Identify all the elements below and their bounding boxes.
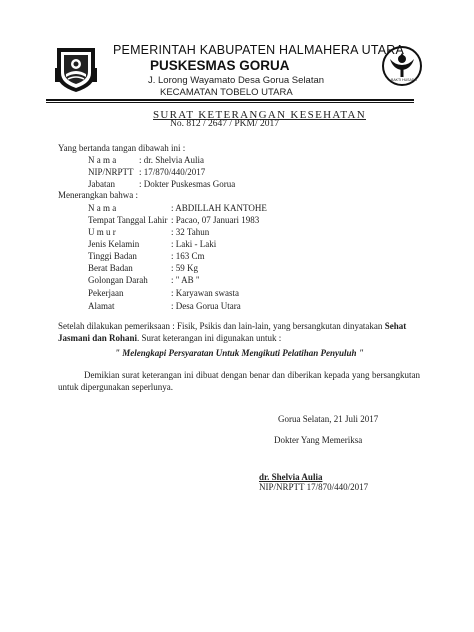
patient-age-value: : 32 Tahun — [171, 227, 210, 237]
signatory-nip: NIP/NRPTT 17/870/440/2017 — [259, 482, 369, 492]
signer-position-label: Jabatan — [88, 179, 115, 189]
signer-position-value: : Dokter Puskesmas Gorua — [139, 179, 236, 189]
patient-job-value: : Karyawan swasta — [171, 288, 239, 298]
logo-caption: BAKTI HUSADA — [391, 78, 417, 82]
patient-sex-value: : Laki - Laki — [171, 239, 217, 249]
document-title: SURAT KETERANGAN KESEHATAN — [153, 109, 366, 121]
patient-address-value: : Desa Gorua Utara — [171, 301, 241, 311]
header-rule-thin — [46, 102, 414, 103]
government-name: PEMERINTAH KABUPATEN HALMAHERA UTARA — [113, 43, 405, 57]
place-date: Gorua Selatan, 21 Juli 2017 — [278, 414, 379, 424]
address-line: J. Lorong Wayamato Desa Gorua Selatan — [148, 75, 325, 86]
examination-text: Setelah dilakukan pemeriksaan : Fisik, Psikis dan lain-lain, yang bersangkutan dinyatakan — [58, 321, 385, 331]
patient-height-label: Tinggi Badan — [88, 251, 137, 261]
patient-job-label: Pekerjaan — [88, 288, 124, 298]
patient-sex-label: Jenis Kelamin — [88, 239, 140, 249]
patient-birth-value: : Pacao, 07 Januari 1983 — [171, 215, 260, 225]
regency-emblem-icon — [53, 44, 99, 94]
signer-name-value: : dr. Shelvia Aulia — [139, 155, 204, 165]
patient-address-label: Alamat — [88, 301, 115, 311]
patient-name-value: : ABDILLAH KANTOHE — [171, 203, 267, 213]
patient-name-label: N a m a — [88, 203, 117, 213]
health-status: Sehat Jasmani dan Rohani — [58, 321, 407, 343]
patient-age-label: U m u r — [88, 227, 116, 237]
examination-paragraph — [58, 320, 420, 344]
closing-paragraph: Demikian surat keterangan ini dibuat dengan benar dan diberikan kepada yang bersangkutan untuk dipergunakan seperlunya. — [58, 370, 420, 392]
patient-weight-label: Berat Badan — [88, 263, 133, 273]
menerangkan-text: Menerangkan bahwa : — [58, 190, 138, 200]
signer-nip-label: NIP/NRPTT — [88, 167, 134, 177]
intro-text: Yang bertanda tangan dibawah ini : — [58, 143, 186, 153]
institution-name: PUSKESMAS GORUA — [150, 58, 290, 73]
signer-name-label: N a m a — [88, 155, 117, 165]
header-rule — [46, 99, 414, 101]
signatory-name: dr. Shelvia Aulia — [259, 472, 323, 482]
examiner-title: Dokter Yang Memeriksa — [274, 435, 363, 445]
signer-nip-value: : 17/870/440/2017 — [139, 167, 206, 177]
purpose-intro: . Surat keterangan ini digunakan untuk : — [137, 333, 282, 343]
patient-blood-value: : " AB " — [171, 275, 200, 285]
patient-birth-label: Tempat Tanggal Lahir — [88, 215, 168, 225]
patient-weight-value: : 59 Kg — [171, 263, 198, 273]
patient-blood-label: Golongan Darah — [88, 275, 148, 285]
patient-height-value: : 163 Cm — [171, 251, 205, 261]
district-line: KECAMATAN TOBELO UTARA — [160, 87, 293, 98]
purpose-text: " Melengkapi Persyaratan Untuk Mengikuti Pelatihan Penyuluh " — [115, 348, 364, 358]
document-number: No. 812 / 2647 / PKM/ 2017 — [170, 119, 279, 129]
